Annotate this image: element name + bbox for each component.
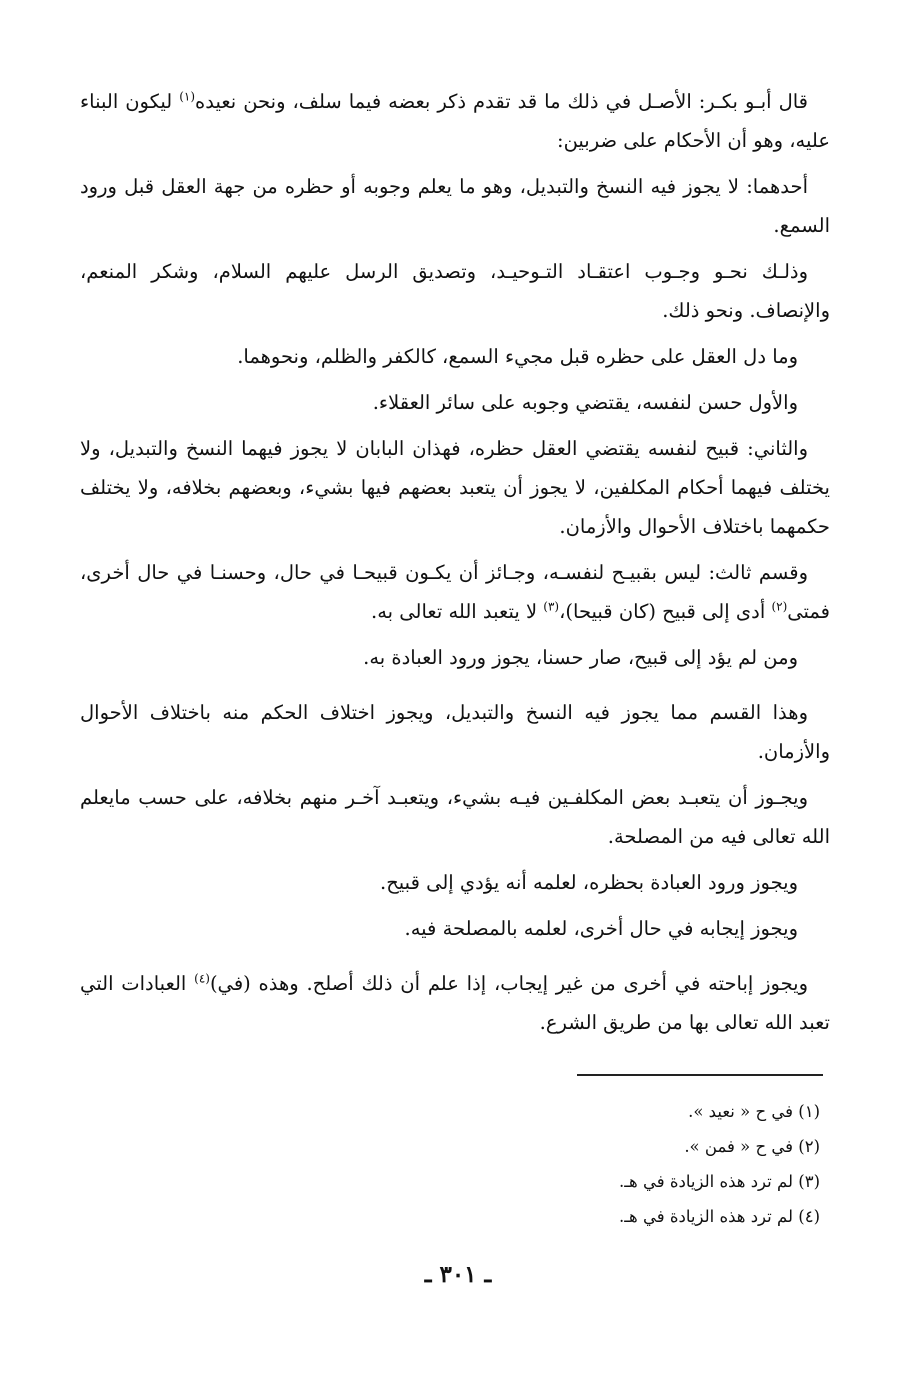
paragraph-6: والثاني: قبيح لنفسه يقتضي العقل حظره، فهذان البابان لا يجوز فيهما النسخ والتبديل، ولا يختلف فيهما أحكام المكلفين، لا يجوز أن يتعبد بعضهم فيها بشيء، وبعضهم بخلافه، ولا يختلف حكمهما باختلاف الأحوال والأزمان. [80,437,830,538]
paragraph-3: وذلـك نحـو وجـوب اعتقـاد التـوحيـد، وتصديق الرسل عليهم السلام، وشكر المنعم، والإنصاف. ونحو ذلك. [80,260,830,322]
footnote-ref-4: (٤) [194,971,210,986]
footnote-1: (١) في ح « نعيد ». [688,1102,820,1121]
paragraph-7: وقسم ثالث: ليس بقبيـح لنفسـه، وجـائز أن يكـون قبيحـا في حال، وحسنـا في حال أخرى، فمتى$^{(٢)}$ أدى إلى قبيح (كان قبيحا)،$^{(٣)}$ لا يتعبد الله تعالى به. [80,561,830,623]
paragraph-10: ويجـوز أن يتعبـد بعض المكلفـين فيـه بشيء، ويتعبـد آخـر منهم بخلافه، على حسب مايعلم الله تعالى فيه من المصلحة. [80,786,830,848]
page-number: ـ ٣٠١ ـ [424,1261,492,1288]
footnote-3: (٣) لم ترد هذه الزيادة في هـ. [618,1172,820,1191]
paragraph-4: وما دل العقل على حظره قبل مجيء السمع، كالكفر والظلم، ونحوهما. [237,345,798,368]
paragraph-1: قال أبـو بكـر: الأصـل في ذلك ما قد تقدم ذكر بعضه فيما سلف، ونحن نعيده$^{(١)}$ ليكون البناء عليه، وهو أن الأحكام على ضربين: [80,89,830,152]
footnote-2: (٢) في ح « فمن ». [684,1137,820,1156]
footnote-divider [577,1074,823,1076]
paragraph-5: والأول حسن لنفسه، يقتضي وجوبه على سائر العقلاء. [372,391,798,414]
paragraph-13: ويجوز إباحته في أخرى من غير إيجاب، إذا علم أن ذلك أصلح. وهذه (في)$^{(٤)}$ العبادات التي تعبد الله تعالى بها من طريق الشرع. [80,971,830,1034]
paragraph-2: أحدهما: لا يجوز فيه النسخ والتبديل، وهو ما يعلم وجوبه أو حظره من جهة العقل قبل ورود السمع. [80,175,830,237]
paragraph-8: ومن لم يؤد إلى قبيح، صار حسنا، يجوز ورود العبادة به. [363,646,798,669]
footnote-ref-2: (٢) [771,599,788,614]
paragraph-12: ويجوز إيجابه في حال أخرى، لعلمه بالمصلحة فيه. [404,917,798,940]
paragraph-9: وهذا القسم مما يجوز فيه النسخ والتبديل، ويجوز اختلاف الحكم منه باختلاف الأحوال والأزمان. [80,701,830,763]
footnotes [320,1094,820,1234]
footnote-ref-3: (٣) [543,599,560,614]
main-text [80,82,830,1042]
footnote-4: (٤) لم ترد هذه الزيادة في هـ. [618,1207,820,1226]
footnote-ref-1: (١) [179,89,196,104]
paragraph-11: ويجوز ورود العبادة بحظره، لعلمه أنه يؤدي إلى قبيح. [380,871,798,894]
